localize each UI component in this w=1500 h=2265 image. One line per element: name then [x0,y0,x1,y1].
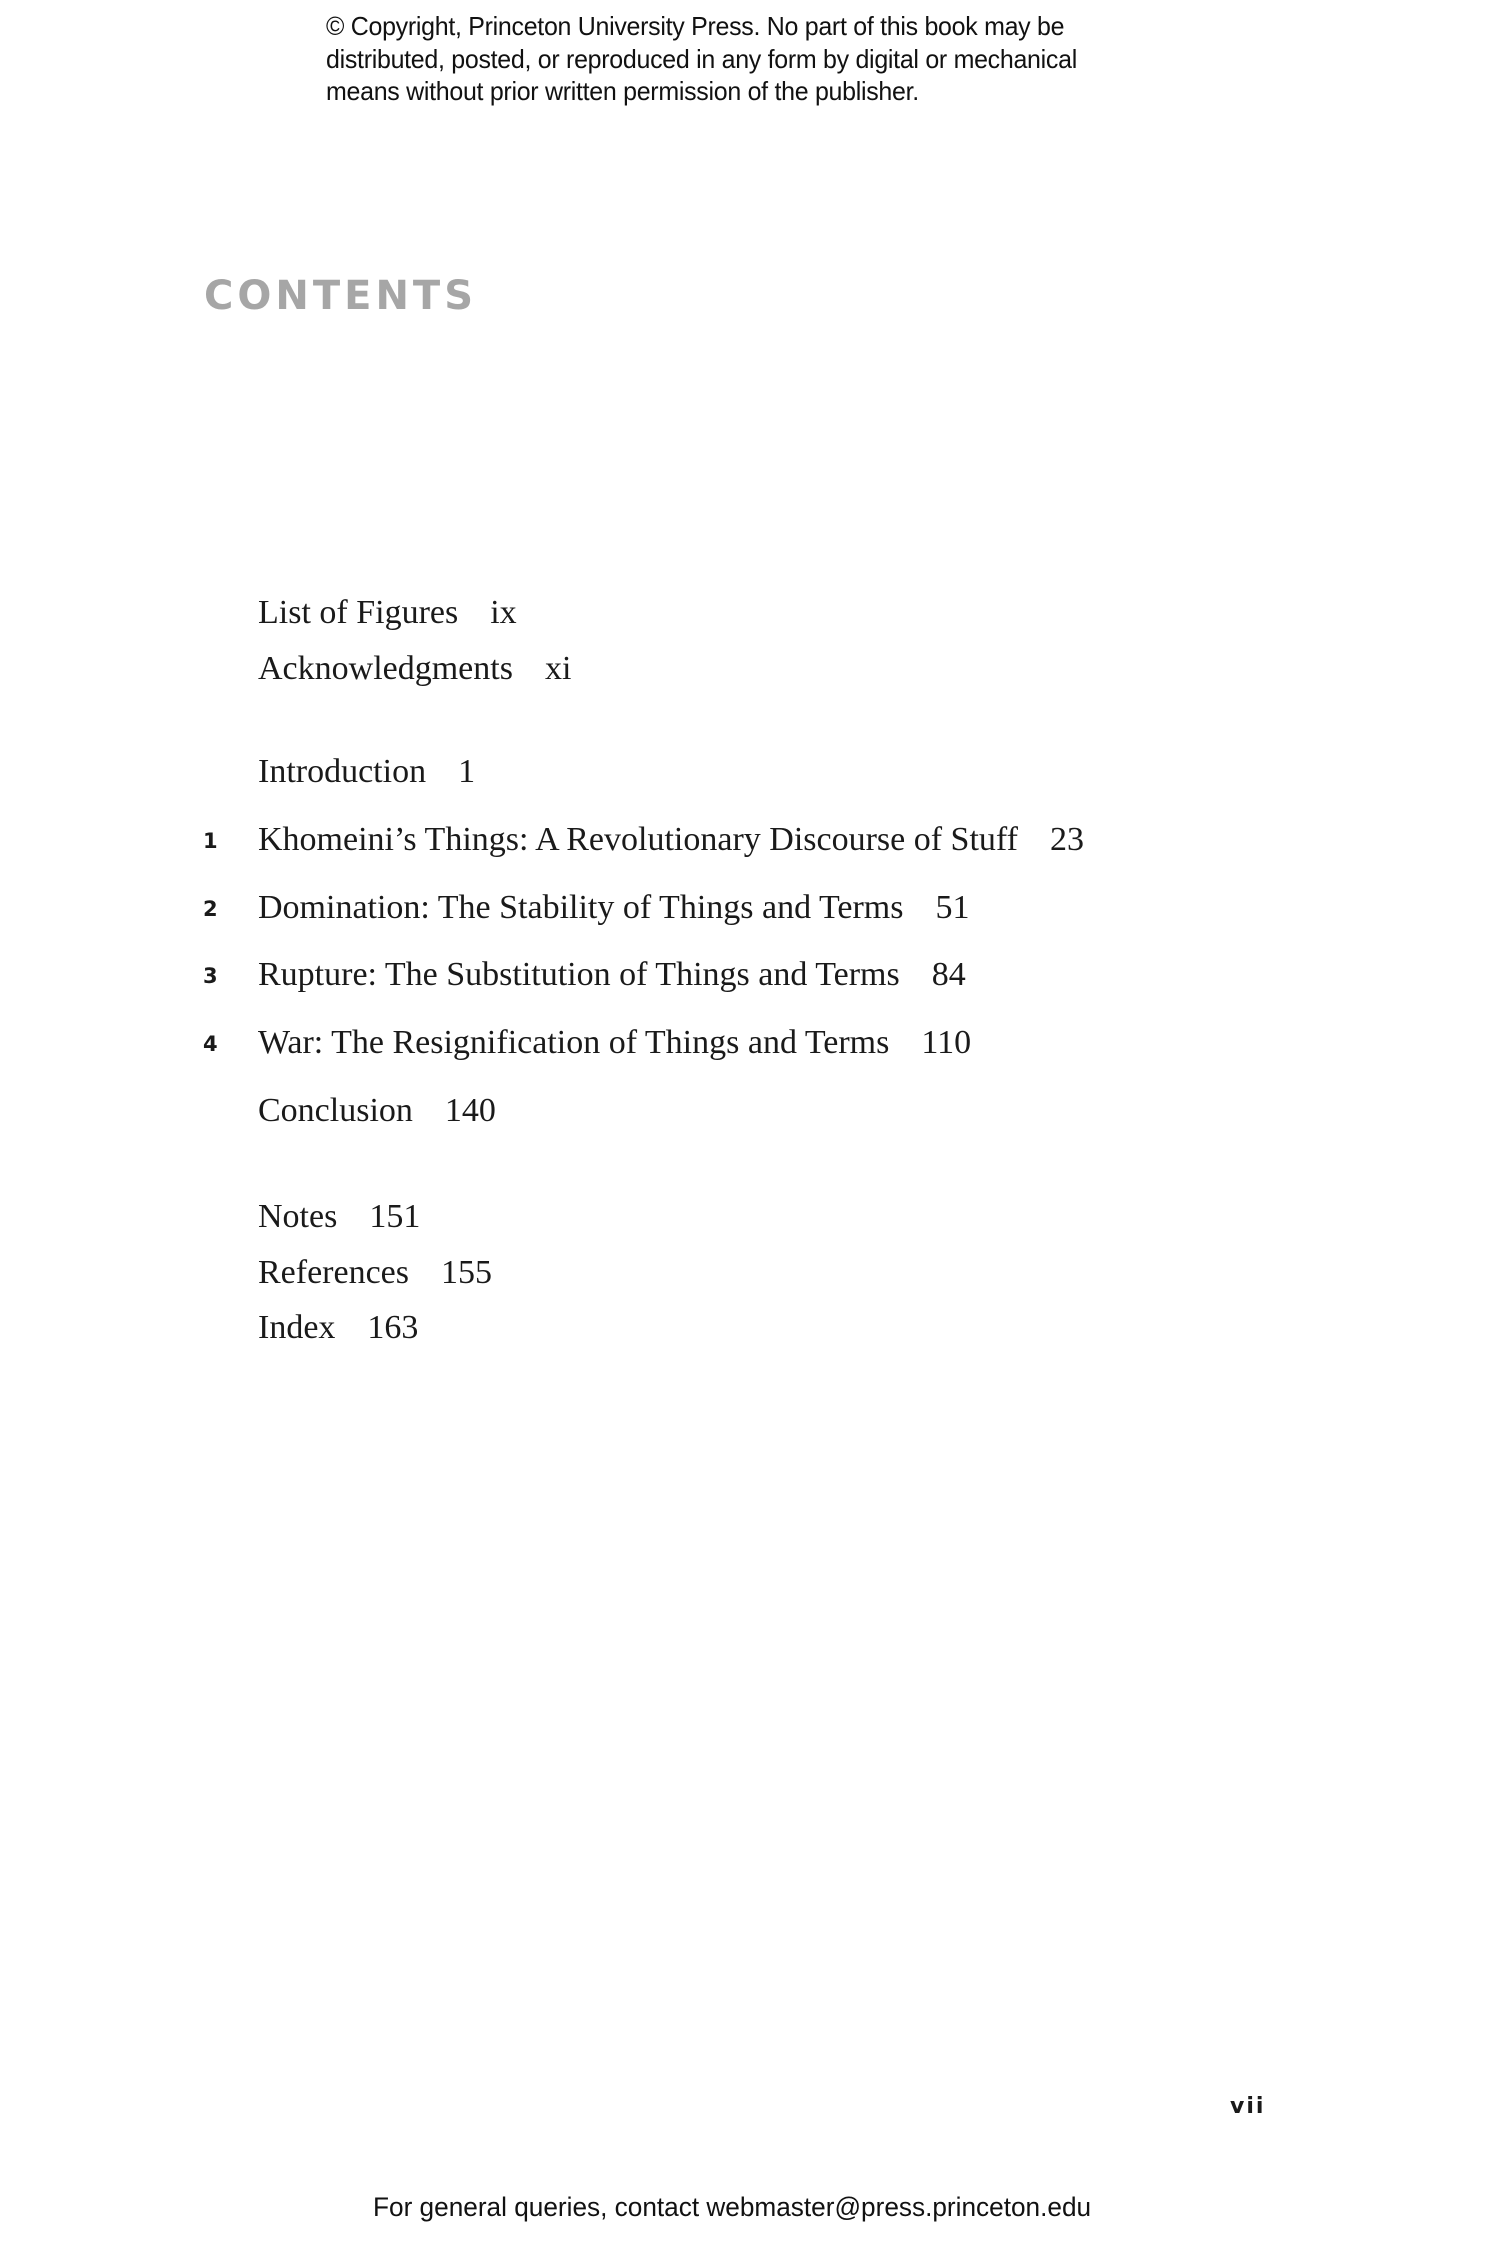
toc-entry-page: 51 [935,889,970,926]
chapter-number: 1 [203,829,218,853]
toc-entry-list-of-figures[interactable] [0,593,1500,633]
toc-entry-title-wrap [258,955,966,995]
toc-entry-chapter-2[interactable] [0,888,1500,928]
toc-entry-title: Notes [258,1198,338,1235]
toc-entry-notes[interactable] [0,1197,1500,1237]
copyright-notice [326,10,1190,108]
toc-entry-title: War: The Resignification of Things and Terms [258,1024,890,1061]
toc-entry-chapter-1[interactable] [0,820,1500,860]
chapter-number: 2 [203,897,218,921]
page-number: vii [1230,2094,1266,2119]
copyright-line: distributed, posted, or reproduced in any form by digital or mechanical [326,43,1077,74]
chapter-number: 3 [203,964,218,988]
toc-entry-references[interactable] [0,1253,1500,1293]
toc-entry-title: Domination: The Stability of Things and Terms [258,889,904,926]
contents-heading: CONTENTS [204,273,478,319]
toc-entry-index[interactable] [0,1308,1500,1348]
toc-entry-title: Conclusion [258,1092,413,1129]
copyright-line: © Copyright, Princeton University Press. No part of this book may be [326,11,1065,41]
toc-entry-title: Introduction [258,753,427,790]
toc-entry-title: Acknowledgments [258,650,513,687]
toc-entry-page: 1 [458,753,476,790]
toc-entry-title: List of Figures [258,594,459,631]
copyright-line: means without prior written permission of the publisher. [326,76,919,106]
toc-entry-title-wrap [258,1023,971,1063]
toc-entry-title: Khomeini’s Things: A Revolutionary Discourse of Stuff [258,821,1018,858]
toc-entry-chapter-4[interactable] [0,1023,1500,1063]
toc-entry-title-wrap [258,820,1084,860]
chapter-number: 4 [203,1032,218,1056]
toc-entry-conclusion[interactable] [0,1091,1500,1131]
toc-entry-introduction[interactable] [0,752,1500,792]
toc-entry-page: 84 [931,956,966,993]
toc-entry-page: ix [490,594,517,631]
toc-entry-page: 140 [444,1092,496,1129]
toc-entry-title-wrap [258,1197,420,1237]
toc-entry-acknowledgments[interactable] [0,649,1500,689]
toc-entry-title: Index [258,1309,336,1346]
toc-entry-page: 110 [921,1024,972,1061]
toc-entry-page: 155 [441,1254,493,1291]
toc-entry-title-wrap [258,593,517,633]
footer-contact: For general queries, contact webmaster@press.princeton.edu [373,2192,1092,2222]
toc-entry-page: 23 [1049,821,1084,858]
toc-entry-page: 163 [367,1309,419,1346]
toc-entry-title-wrap [258,888,969,928]
toc-entry-title: Rupture: The Substitution of Things and Terms [258,956,900,993]
toc-entry-page: 151 [369,1198,421,1235]
toc-entry-title: References [258,1254,410,1291]
toc-entry-chapter-3[interactable] [0,955,1500,995]
toc-entry-title-wrap [258,752,475,792]
toc-entry-title-wrap [258,649,571,689]
toc-entry-title-wrap [258,1091,496,1131]
toc-entry-title-wrap [258,1253,492,1293]
toc-entry-title-wrap [258,1308,418,1348]
toc-entry-page: xi [544,650,572,687]
